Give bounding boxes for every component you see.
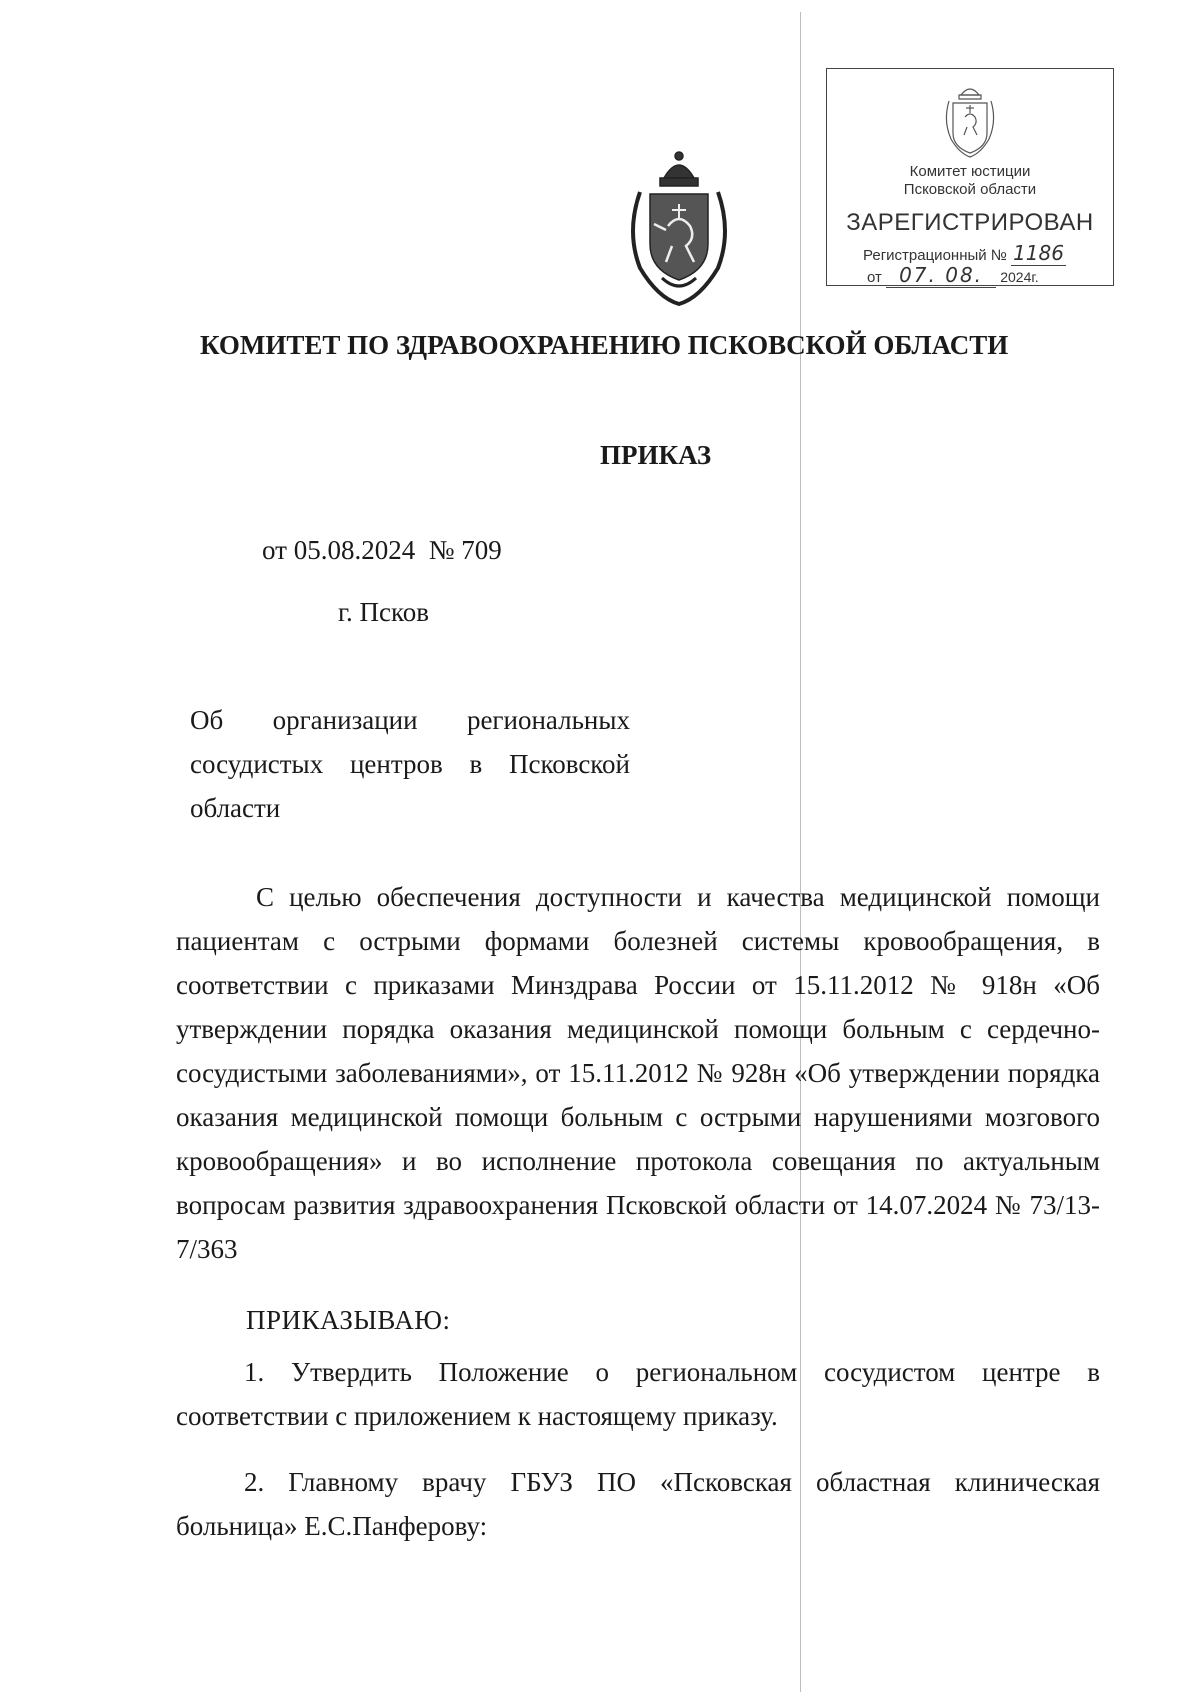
document-type: ПРИКАЗ	[600, 440, 712, 470]
order-word: ПРИКАЗЫВАЮ:	[246, 1305, 451, 1335]
document-date-number: от 05.08.2024 № 709	[262, 535, 502, 565]
order-item-2: 2. Главному врачу ГБУЗ ПО «Псковская областная клиническая больница» Е.С.Панферову:	[176, 1467, 1100, 1541]
stamp-date-prefix: от	[867, 269, 882, 286]
stamp-org-line1: Комитет юстиции	[909, 163, 1031, 180]
preamble-paragraph	[176, 875, 1100, 1271]
registration-stamp	[826, 68, 1114, 286]
stamp-reg-label: Регистрационный №	[863, 247, 1007, 264]
coat-of-arms-icon	[620, 148, 738, 308]
document-subject: Об организации региональных сосудистых центров в Псковской области	[190, 705, 630, 823]
stamp-date-handwritten: 07. 08.	[886, 263, 996, 288]
stamp-reg-number: 1186	[1013, 241, 1064, 265]
document-city: г. Псков	[338, 597, 430, 627]
stamp-year-suffix: г.	[1031, 269, 1039, 285]
preamble-text: С целью обеспечения доступности и качества медицинской помощи пациентам с острыми формами болезней системы кровообращения, в соответствии с приказами Минздрава России от 15.11.2012 № 918н «Об утверждении порядка оказания медицинской помощи больным с сердечно-сосудистыми заболеваниями», от 15.11.2012 № 928н «Об утверждении порядка оказания медицинской помощи больным с острыми нарушениями мозгового кровообращения» и во исполнение протокола совещания по актуальным вопросам развития здравоохранения Псковской области от 14.07.2024 № 73/13-7/363	[176, 882, 1100, 1264]
scan-fold-line	[800, 12, 801, 1692]
stamp-date-line	[867, 263, 1039, 288]
stamp-year: 2024	[1000, 269, 1032, 285]
stamp-status: ЗАРЕГИСТРИРОВАН	[846, 209, 1094, 236]
stamp-org-line2: Псковской области	[903, 181, 1037, 198]
org-title: КОМИТЕТ ПО ЗДРАВООХРАНЕНИЮ ПСКОВСКОЙ ОБЛАСТИ	[200, 330, 1009, 360]
coat-of-arms-small-icon	[935, 77, 1005, 162]
order-item-1: 1. Утвердить Положение о региональном сосудистом центре в соответствии с приложением к настоящему приказу.	[176, 1357, 1100, 1431]
